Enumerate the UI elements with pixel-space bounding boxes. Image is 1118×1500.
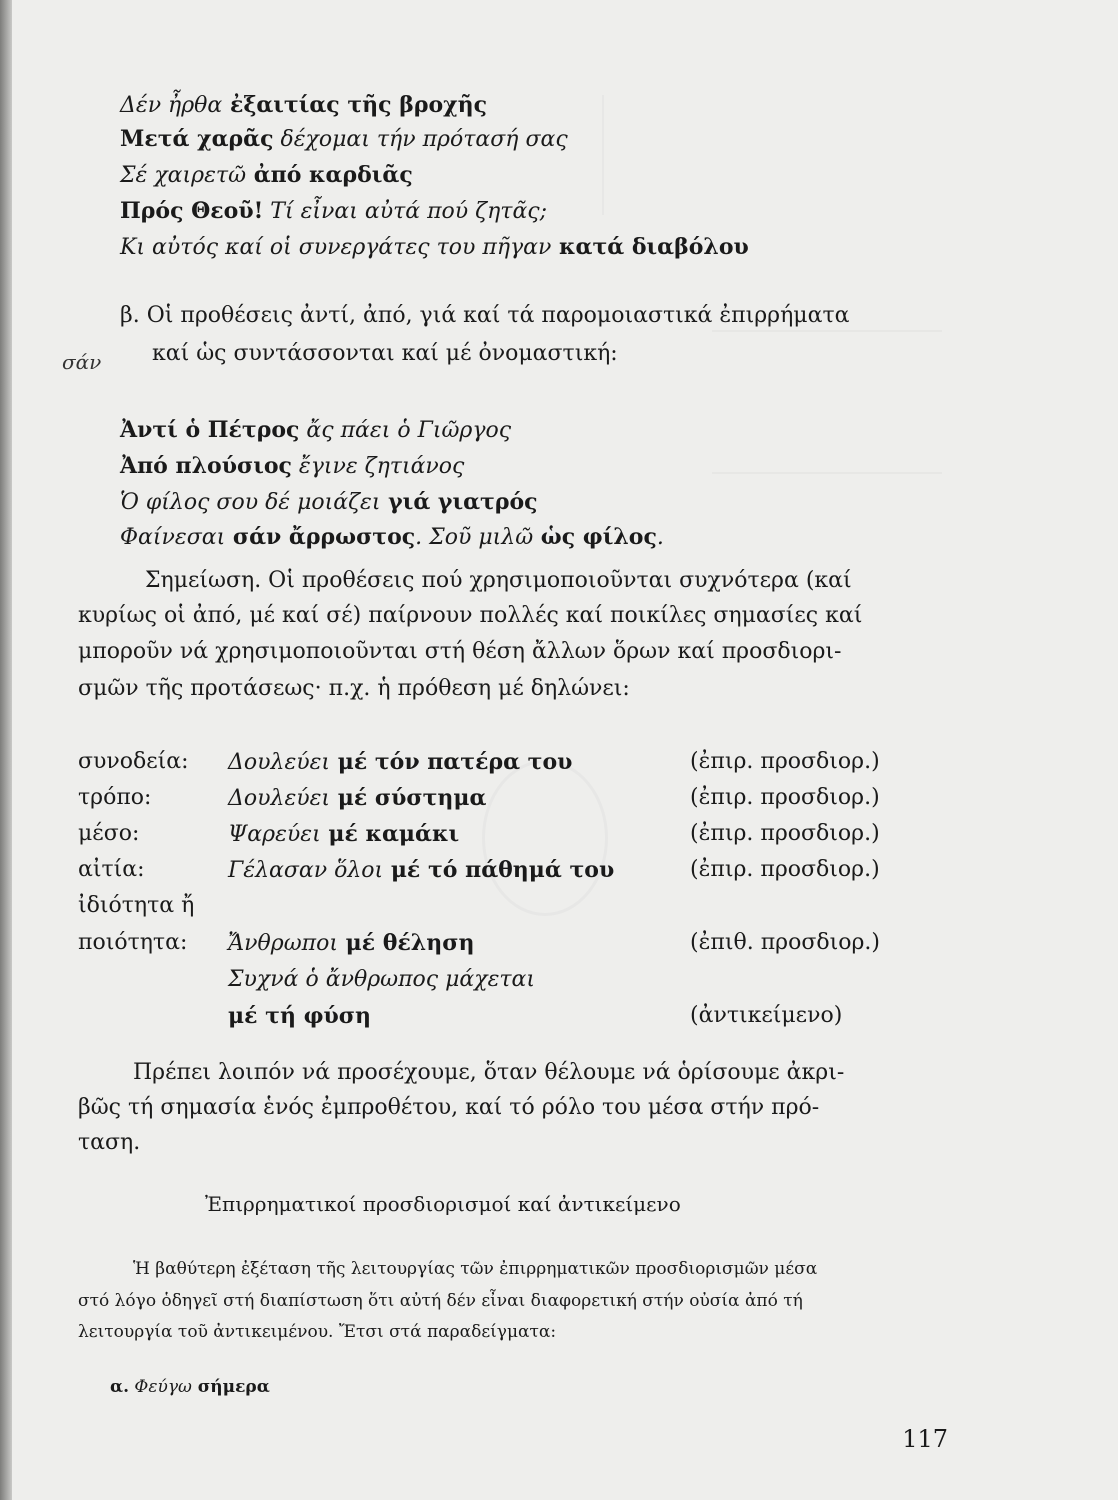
section-heading: Ἐπιρρηματικοί προσδιορισμοί καί ἀντικείμενο bbox=[205, 1192, 681, 1216]
usage-label: αἰτία: bbox=[78, 857, 145, 882]
page-number: 117 bbox=[902, 1425, 948, 1453]
paragraph-line: ταση. bbox=[78, 1130, 141, 1155]
example-line: Δέν ἦρθα ἐξαιτίας τῆς βροχῆς bbox=[120, 92, 487, 118]
example-line: Πρός Θεοῦ! Τί εἶναι αὐτά πού ζητᾶς; bbox=[120, 198, 548, 224]
example-line: Σέ χαιρετῶ ἀπό καρδιᾶς bbox=[120, 162, 413, 188]
usage-example: Συχνά ὁ ἄνθρωπος μάχεται bbox=[228, 967, 536, 992]
section-b-line1: β. Οἱ προθέσεις ἀντί, ἀπό, γιά καί τά παρομοιαστικά ἐπιρρήματα bbox=[120, 303, 850, 328]
usage-example: Δουλεύει μέ τόν πατέρα του bbox=[228, 749, 573, 775]
paragraph-line: κυρίως οἱ ἀπό, μέ καί σέ) παίρνουν πολλές καί ποικίλες σημασίες καί bbox=[78, 603, 863, 628]
usage-label: συνοδεία: bbox=[78, 749, 189, 774]
footnote-example: α. Φεύγω σήμερα bbox=[110, 1377, 270, 1397]
usage-label: τρόπο: bbox=[78, 785, 152, 810]
usage-tag: (ἐπιρ. προσδιορ.) bbox=[690, 749, 880, 774]
usage-example: Γέλασαν ὅλοι μέ τό πάθημά του bbox=[228, 857, 615, 883]
paragraph-line: Πρέπει λοιπόν νά προσέχουμε, ὅταν θέλουμε νά ὁρίσουμε ἀκρι- bbox=[133, 1060, 845, 1085]
footnote-line: στό λόγο ὁδηγεῖ στή διαπίστωση ὅτι αὐτή δέν εἶναι διαφορετική στήν οὐσία ἀπό τή bbox=[78, 1291, 803, 1311]
book-binding-shadow bbox=[0, 0, 12, 1500]
usage-tag: (ἐπιρ. προσδιορ.) bbox=[690, 821, 880, 846]
handwritten-margin-note: σάν bbox=[62, 350, 102, 374]
usage-tag: (ἀντικείμενο) bbox=[690, 1003, 843, 1028]
section-b-line2: καί ὡς συντάσσονται καί μέ ὀνομαστική: bbox=[152, 341, 618, 366]
bleed-through-emblem bbox=[482, 760, 608, 916]
footnote-line: λειτουργία τοῦ ἀντικειμένου. Ἔτσι στά παραδείγματα: bbox=[78, 1322, 557, 1342]
usage-tag: (ἐπιθ. προσδιορ.) bbox=[690, 930, 880, 955]
bleed-through-heading bbox=[712, 330, 942, 474]
usage-example: Δουλεύει μέ σύστημα bbox=[228, 785, 487, 811]
usage-example: Ἄνθρωποι μέ θέληση bbox=[228, 930, 475, 956]
paragraph-line: Σημείωση. Οἱ προθέσεις πού χρησιμοποιοῦνται συχνότερα (καί bbox=[145, 568, 852, 593]
example-line: Ἀντί ὁ Πέτρος ἄς πάει ὁ Γιῶργος bbox=[120, 417, 512, 443]
usage-label: μέσο: bbox=[78, 821, 140, 846]
usage-example: μέ τή φύση bbox=[228, 1003, 371, 1029]
usage-label: ποιότητα: bbox=[78, 930, 188, 955]
example-line: Ὁ φίλος σου δέ μοιάζει γιά γιατρός bbox=[120, 489, 538, 515]
usage-example: Ψαρεύει μέ καμάκι bbox=[228, 821, 460, 847]
bleed-through-block bbox=[602, 95, 934, 215]
paragraph-line: μποροῦν νά χρησιμοποιοῦνται στή θέση ἄλλων ὅρων καί προσδιορι- bbox=[78, 639, 842, 664]
paragraph-line: βῶς τή σημασία ἑνός ἐμπροθέτου, καί τό ρόλο του μέσα στήν πρό- bbox=[78, 1095, 820, 1120]
usage-label: ἰδιότητα ἤ bbox=[78, 893, 195, 918]
paragraph-line: σμῶν τῆς προτάσεως· π.χ. ἡ πρόθεση μέ δηλώνει: bbox=[78, 676, 630, 701]
example-line: Ἀπό πλούσιος ἔγινε ζητιάνος bbox=[120, 453, 465, 479]
example-line: Φαίνεσαι σάν ἄρρωστος. Σοῦ μιλῶ ὡς φίλος. bbox=[120, 524, 664, 550]
example-line: Μετά χαρᾶς δέχομαι τήν πρότασή σας bbox=[120, 126, 568, 152]
usage-tag: (ἐπιρ. προσδιορ.) bbox=[690, 857, 880, 882]
footnote-line: Ἡ βαθύτερη ἐξέταση τῆς λειτουργίας τῶν ἐπιρρηματικῶν προσδιορισμῶν μέσα bbox=[133, 1259, 818, 1279]
example-line: Κι αὐτός καί οἱ συνεργάτες του πῆγαν κατά διαβόλου bbox=[120, 234, 749, 260]
usage-tag: (ἐπιρ. προσδιορ.) bbox=[690, 785, 880, 810]
